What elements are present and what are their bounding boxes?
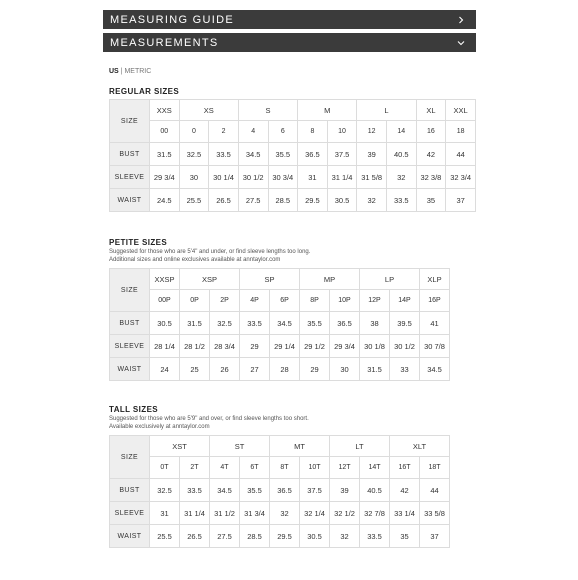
sleeve-value: 30 7/8 [420, 335, 450, 358]
bust-value: 34.5 [270, 312, 300, 335]
numeric-size-cell: 8P [300, 290, 330, 312]
petite-sizes-section [109, 238, 450, 381]
bust-value: 35.5 [240, 479, 270, 502]
numeric-size-cell: 0 [179, 121, 209, 143]
bust-label: BUST [110, 479, 150, 502]
waist-value: 29.5 [298, 189, 328, 212]
bust-value: 41 [420, 312, 450, 335]
sleeve-value: 32 1/4 [300, 502, 330, 525]
numeric-size-cell: 16P [420, 290, 450, 312]
bust-value: 35.5 [268, 143, 298, 166]
numeric-size-cell: 18 [446, 121, 476, 143]
sleeve-value: 28 3/4 [210, 335, 240, 358]
bust-value: 39 [357, 143, 387, 166]
sleeve-label: SLEEVE [110, 335, 150, 358]
numeric-size-cell: 12T [330, 457, 360, 479]
numeric-size-cell: 18T [420, 457, 450, 479]
sleeve-value: 32 [387, 166, 417, 189]
size-label: SIZE [110, 269, 150, 312]
waist-value: 33.5 [387, 189, 417, 212]
size-group-row [110, 269, 450, 290]
waist-value: 28.5 [268, 189, 298, 212]
regular-sizes-table [109, 99, 476, 212]
waist-value: 25.5 [150, 525, 180, 548]
bust-row [110, 312, 450, 335]
numeric-size-cell: 4T [210, 457, 240, 479]
waist-value: 27.5 [210, 525, 240, 548]
bust-value: 35.5 [300, 312, 330, 335]
bust-value: 37.5 [327, 143, 357, 166]
size-group-header: S [238, 100, 297, 121]
sleeve-value: 29 3/4 [150, 166, 180, 189]
bust-value: 32.5 [210, 312, 240, 335]
waist-value: 25.5 [179, 189, 209, 212]
bust-value: 42 [416, 143, 446, 166]
numeric-size-cell: 16T [390, 457, 420, 479]
sleeve-value: 29 1/2 [300, 335, 330, 358]
size-group-header: SP [240, 269, 300, 290]
waist-value: 33 [390, 358, 420, 381]
numeric-size-cell: 14P [390, 290, 420, 312]
size-group-header: XLP [420, 269, 450, 290]
bust-label: BUST [110, 143, 150, 166]
bust-row [110, 143, 476, 166]
waist-value: 30.5 [300, 525, 330, 548]
size-group-header: L [357, 100, 416, 121]
size-group-header: XST [150, 436, 210, 457]
sleeve-value: 32 1/2 [330, 502, 360, 525]
sleeve-value: 30 1/2 [238, 166, 268, 189]
numeric-size-cell: 4P [240, 290, 270, 312]
numeric-size-row [110, 121, 476, 143]
waist-value: 37 [420, 525, 450, 548]
sleeve-value: 32 [270, 502, 300, 525]
sleeve-value: 31 5/8 [357, 166, 387, 189]
sleeve-value: 31 [150, 502, 180, 525]
waist-value: 34.5 [420, 358, 450, 381]
bust-row [110, 479, 450, 502]
bust-value: 36.5 [330, 312, 360, 335]
sleeve-value: 33 1/4 [390, 502, 420, 525]
numeric-size-cell: 0P [180, 290, 210, 312]
waist-value: 32 [357, 189, 387, 212]
size-group-header: LP [360, 269, 420, 290]
bust-value: 39.5 [390, 312, 420, 335]
bust-value: 33.5 [180, 479, 210, 502]
waist-value: 32 [330, 525, 360, 548]
sleeve-value: 31 3/4 [240, 502, 270, 525]
bust-value: 32.5 [150, 479, 180, 502]
size-group-header: MT [270, 436, 330, 457]
waist-value: 24 [150, 358, 180, 381]
waist-row [110, 358, 450, 381]
sleeve-value: 33 5/8 [420, 502, 450, 525]
unit-metric[interactable]: METRIC [124, 68, 152, 75]
measuring-guide-title: MEASURING GUIDE [110, 13, 235, 26]
bust-value: 38 [360, 312, 390, 335]
bust-value: 40.5 [360, 479, 390, 502]
sleeve-label: SLEEVE [110, 502, 150, 525]
sleeve-value: 29 3/4 [330, 335, 360, 358]
waist-value: 27.5 [238, 189, 268, 212]
waist-value: 30.5 [327, 189, 357, 212]
bust-value: 39 [330, 479, 360, 502]
numeric-size-cell: 12 [357, 121, 387, 143]
waist-value: 35 [416, 189, 446, 212]
numeric-size-cell: 00P [150, 290, 180, 312]
size-group-header: MP [300, 269, 360, 290]
numeric-size-cell: 00 [150, 121, 180, 143]
sleeve-value: 28 1/4 [150, 335, 180, 358]
waist-value: 26.5 [180, 525, 210, 548]
size-group-row [110, 436, 450, 457]
waist-value: 29.5 [270, 525, 300, 548]
sleeve-value: 30 1/4 [209, 166, 239, 189]
numeric-size-cell: 10 [327, 121, 357, 143]
regular-sizes-title: REGULAR SIZES [109, 87, 180, 96]
numeric-size-cell: 8T [270, 457, 300, 479]
size-group-header: XL [416, 100, 446, 121]
bust-value: 36.5 [298, 143, 328, 166]
waist-value: 31.5 [360, 358, 390, 381]
sleeve-value: 32 3/4 [446, 166, 476, 189]
waist-row [110, 189, 476, 212]
size-group-row [110, 100, 476, 121]
waist-label: WAIST [110, 525, 150, 548]
tall-note-line1: Suggested for those who are 5'9" and over, or find sleeve lengths too short. [109, 416, 309, 422]
waist-value: 27 [240, 358, 270, 381]
petite-sizes-table [109, 268, 450, 381]
bust-label: BUST [110, 312, 150, 335]
sleeve-value: 28 1/2 [180, 335, 210, 358]
petite-note-line1: Suggested for those who are 5'4" and under, or find sleeve lengths too long. [109, 249, 311, 255]
unit-toggle [109, 68, 151, 75]
petite-sizes-title: PETITE SIZES [109, 238, 168, 247]
waist-value: 24.5 [150, 189, 180, 212]
bust-value: 40.5 [387, 143, 417, 166]
sleeve-value: 30 1/2 [390, 335, 420, 358]
unit-separator: | [120, 68, 123, 75]
waist-value: 35 [390, 525, 420, 548]
size-group-header: M [298, 100, 357, 121]
size-group-header: XXL [446, 100, 476, 121]
numeric-size-cell: 4 [238, 121, 268, 143]
sleeve-value: 29 [240, 335, 270, 358]
size-label: SIZE [110, 100, 150, 143]
bust-value: 34.5 [238, 143, 268, 166]
numeric-size-cell: 6 [268, 121, 298, 143]
waist-value: 25 [180, 358, 210, 381]
sleeve-label: SLEEVE [110, 166, 150, 189]
bust-value: 32.5 [179, 143, 209, 166]
waist-value: 37 [446, 189, 476, 212]
numeric-size-cell: 10T [300, 457, 330, 479]
bust-value: 34.5 [210, 479, 240, 502]
sleeve-row [110, 335, 450, 358]
sleeve-value: 31 1/2 [210, 502, 240, 525]
sleeve-value: 31 1/4 [180, 502, 210, 525]
bust-value: 44 [446, 143, 476, 166]
bust-value: 44 [420, 479, 450, 502]
numeric-size-cell: 14T [360, 457, 390, 479]
numeric-size-cell: 14 [387, 121, 417, 143]
sleeve-row [110, 502, 450, 525]
sleeve-value: 29 1/4 [270, 335, 300, 358]
sleeve-value: 32 3/8 [416, 166, 446, 189]
tall-sizes-title: TALL SIZES [109, 405, 159, 414]
sleeve-value: 31 [298, 166, 328, 189]
sleeve-value: 32 7/8 [360, 502, 390, 525]
measurements-bar[interactable] [103, 33, 476, 52]
numeric-size-cell: 8 [298, 121, 328, 143]
sleeve-value: 31 1/4 [327, 166, 357, 189]
waist-label: WAIST [110, 189, 150, 212]
sleeve-value: 30 1/8 [360, 335, 390, 358]
bust-value: 37.5 [300, 479, 330, 502]
chevron-right-icon [454, 13, 468, 27]
size-group-header: ST [210, 436, 270, 457]
unit-us[interactable]: US [109, 68, 119, 75]
size-group-header: XSP [180, 269, 240, 290]
numeric-size-cell: 10P [330, 290, 360, 312]
tall-sizes-section [109, 405, 450, 548]
bust-value: 33.5 [240, 312, 270, 335]
waist-value: 28 [270, 358, 300, 381]
numeric-size-cell: 16 [416, 121, 446, 143]
regular-sizes-section [109, 87, 476, 212]
numeric-size-cell: 2T [180, 457, 210, 479]
numeric-size-cell: 2P [210, 290, 240, 312]
size-label: SIZE [110, 436, 150, 479]
tall-note-line2: Available exclusively at anntaylor.com [109, 423, 210, 430]
size-group-header: XXSP [150, 269, 180, 290]
numeric-size-cell: 12P [360, 290, 390, 312]
bust-value: 31.5 [150, 143, 180, 166]
petite-note-line2: Additional sizes and online exclusives available at anntaylor.com [109, 256, 281, 263]
size-group-header: XLT [390, 436, 450, 457]
measurements-title: MEASUREMENTS [110, 36, 219, 49]
waist-value: 29 [300, 358, 330, 381]
bust-value: 42 [390, 479, 420, 502]
numeric-size-cell: 0T [150, 457, 180, 479]
sleeve-value: 30 [179, 166, 209, 189]
numeric-size-cell: 2 [209, 121, 239, 143]
waist-row [110, 525, 450, 548]
sleeve-value: 30 3/4 [268, 166, 298, 189]
measuring-guide-bar[interactable] [103, 10, 476, 29]
size-group-header: LT [330, 436, 390, 457]
tall-sizes-table [109, 435, 450, 548]
waist-value: 26.5 [209, 189, 239, 212]
bust-value: 30.5 [150, 312, 180, 335]
size-group-header: XS [179, 100, 238, 121]
sleeve-row [110, 166, 476, 189]
bust-value: 31.5 [180, 312, 210, 335]
numeric-size-row [110, 457, 450, 479]
bust-value: 36.5 [270, 479, 300, 502]
waist-value: 28.5 [240, 525, 270, 548]
numeric-size-row [110, 290, 450, 312]
numeric-size-cell: 6P [270, 290, 300, 312]
numeric-size-cell: 6T [240, 457, 270, 479]
bust-value: 33.5 [209, 143, 239, 166]
waist-value: 33.5 [360, 525, 390, 548]
waist-value: 30 [330, 358, 360, 381]
size-group-header: XXS [150, 100, 180, 121]
waist-label: WAIST [110, 358, 150, 381]
chevron-down-icon [454, 36, 468, 50]
waist-value: 26 [210, 358, 240, 381]
